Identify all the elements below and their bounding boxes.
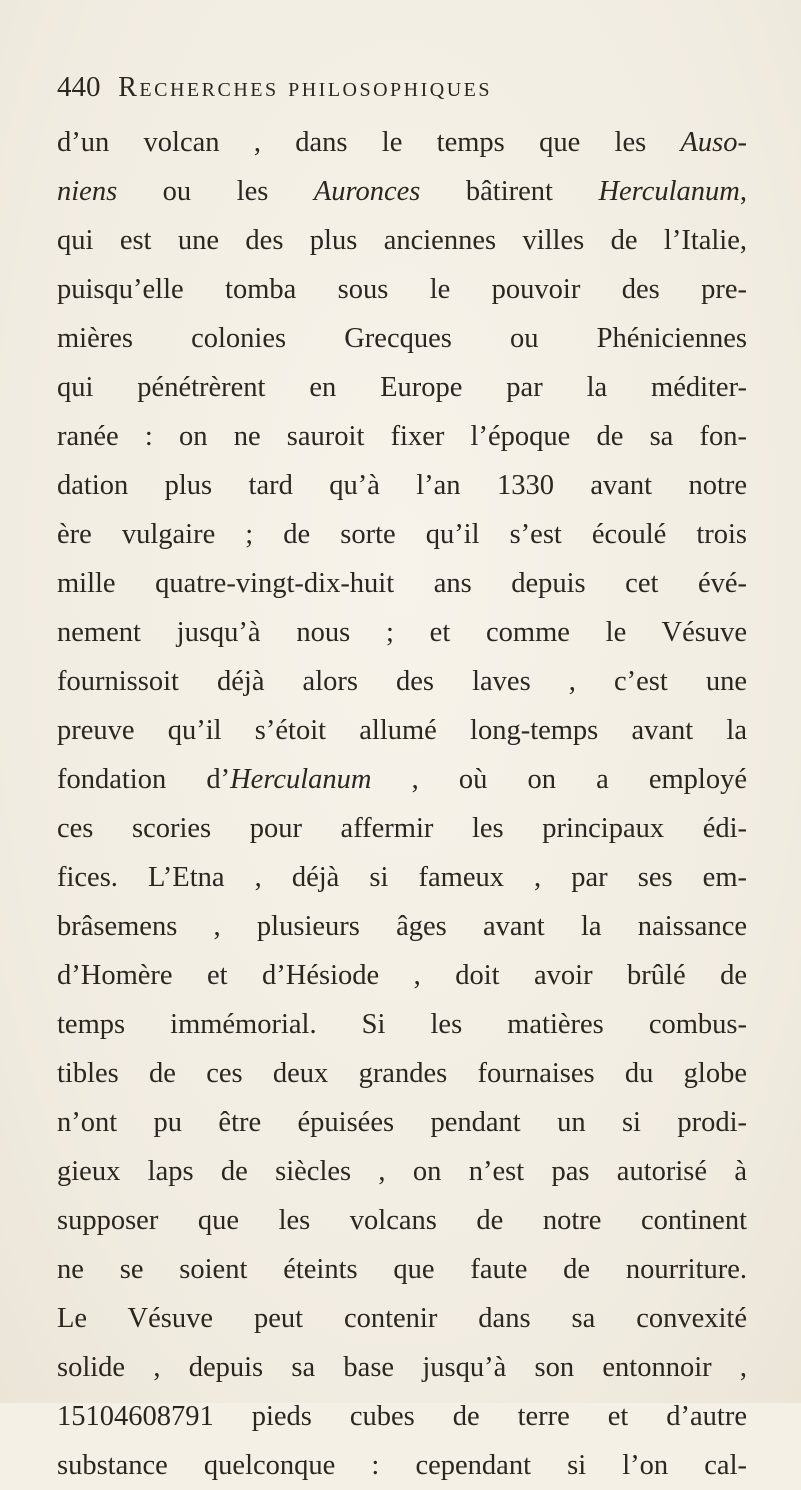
text-line [57,804,747,853]
text-segment: substance quelconque : cependant si l’on cal- [57,1450,747,1481]
text-segment: gieux laps de siècles , on n’est pas autorisé à [57,1156,747,1187]
text-segment: ne se soient éteints que faute de nourriture. [57,1254,747,1285]
text-line [57,1392,747,1441]
text-line [57,1441,747,1490]
italic-text-segment: Auronces [313,176,421,207]
text-segment: preuve qu’il s’étoit allumé long-temps avant la [57,715,747,746]
text-segment: dation plus tard qu’à l’an 1330 avant notre [57,470,747,501]
text-line [57,1294,747,1343]
italic-text-segment: niens [57,176,118,207]
text-segment: Le Vésuve peut contenir dans sa convexité [57,1303,747,1334]
text-line [57,167,747,216]
text-line [57,118,747,167]
text-line [57,1147,747,1196]
text-segment: bâtirent [420,176,599,207]
text-segment: d’Homère et d’Hésiode , doit avoir brûlé de [57,960,747,991]
text-segment: qui est une des plus anciennes villes de l’Italie, [57,225,747,256]
text-segment: ranée : on ne sauroit fixer l’époque de sa fon- [57,421,747,452]
running-title: Recherches philosophiques [118,72,493,103]
italic-text-segment: Herculanum [230,764,372,795]
text-segment: brâsemens , plusieurs âges avant la naissance [57,911,747,942]
text-line [57,853,747,902]
text-segment: ces scories pour affermir les principaux édi- [57,813,747,844]
text-segment: ère vulgaire ; de sorte qu’il s’est écoulé trois [57,519,747,550]
italic-text-segment: Auso- [680,127,747,158]
text-segment: puisqu’elle tomba sous le pouvoir des pre- [57,274,747,305]
text-line [57,314,747,363]
text-line [57,755,747,804]
page-number: 440 [57,71,101,103]
text-segment: qui pénétrèrent en Europe par la méditer- [57,372,747,403]
text-line [57,1245,747,1294]
text-line [57,216,747,265]
text-line [57,265,747,314]
text-segment: 15104608791 pieds cubes de terre et d’autre [57,1401,747,1432]
text-line [57,461,747,510]
text-segment: nement jusqu’à nous ; et comme le Vésuve [57,617,747,648]
text-segment: fices. L’Etna , déjà si fameux , par ses em- [57,862,747,893]
body-text [57,118,747,1490]
text-line [57,608,747,657]
text-line [57,1343,747,1392]
text-line [57,1098,747,1147]
text-line [57,363,747,412]
text-line [57,1049,747,1098]
text-line [57,657,747,706]
text-segment: solide , depuis sa base jusqu’à son entonnoir , [57,1352,747,1383]
text-segment: fournissoit déjà alors des laves , c’est une [57,666,747,697]
text-segment: , où on a employé [371,764,747,795]
text-segment: mières colonies Grecques ou Phéniciennes [57,323,747,354]
text-segment: mille quatre-vingt-dix-huit ans depuis cet évé- [57,568,747,599]
running-head [57,66,757,108]
text-line [57,1000,747,1049]
text-segment: d’un volcan , dans le temps que les [57,127,681,158]
text-segment: temps immémorial. Si les matières combus- [57,1009,747,1040]
text-segment: ou les [117,176,314,207]
text-line [57,1196,747,1245]
italic-text-segment: Herculanum [598,176,740,207]
text-line [57,902,747,951]
text-line [57,412,747,461]
text-segment: tibles de ces deux grandes fournaises du globe [57,1058,747,1089]
text-line [57,559,747,608]
text-segment: supposer que les volcans de notre continent [57,1205,747,1236]
text-segment: fondation d’ [57,764,231,795]
text-line [57,706,747,755]
text-line [57,951,747,1000]
text-segment: , [739,176,747,207]
text-segment: n’ont pu être épuisées pendant un si prodi- [57,1107,747,1138]
text-line [57,510,747,559]
